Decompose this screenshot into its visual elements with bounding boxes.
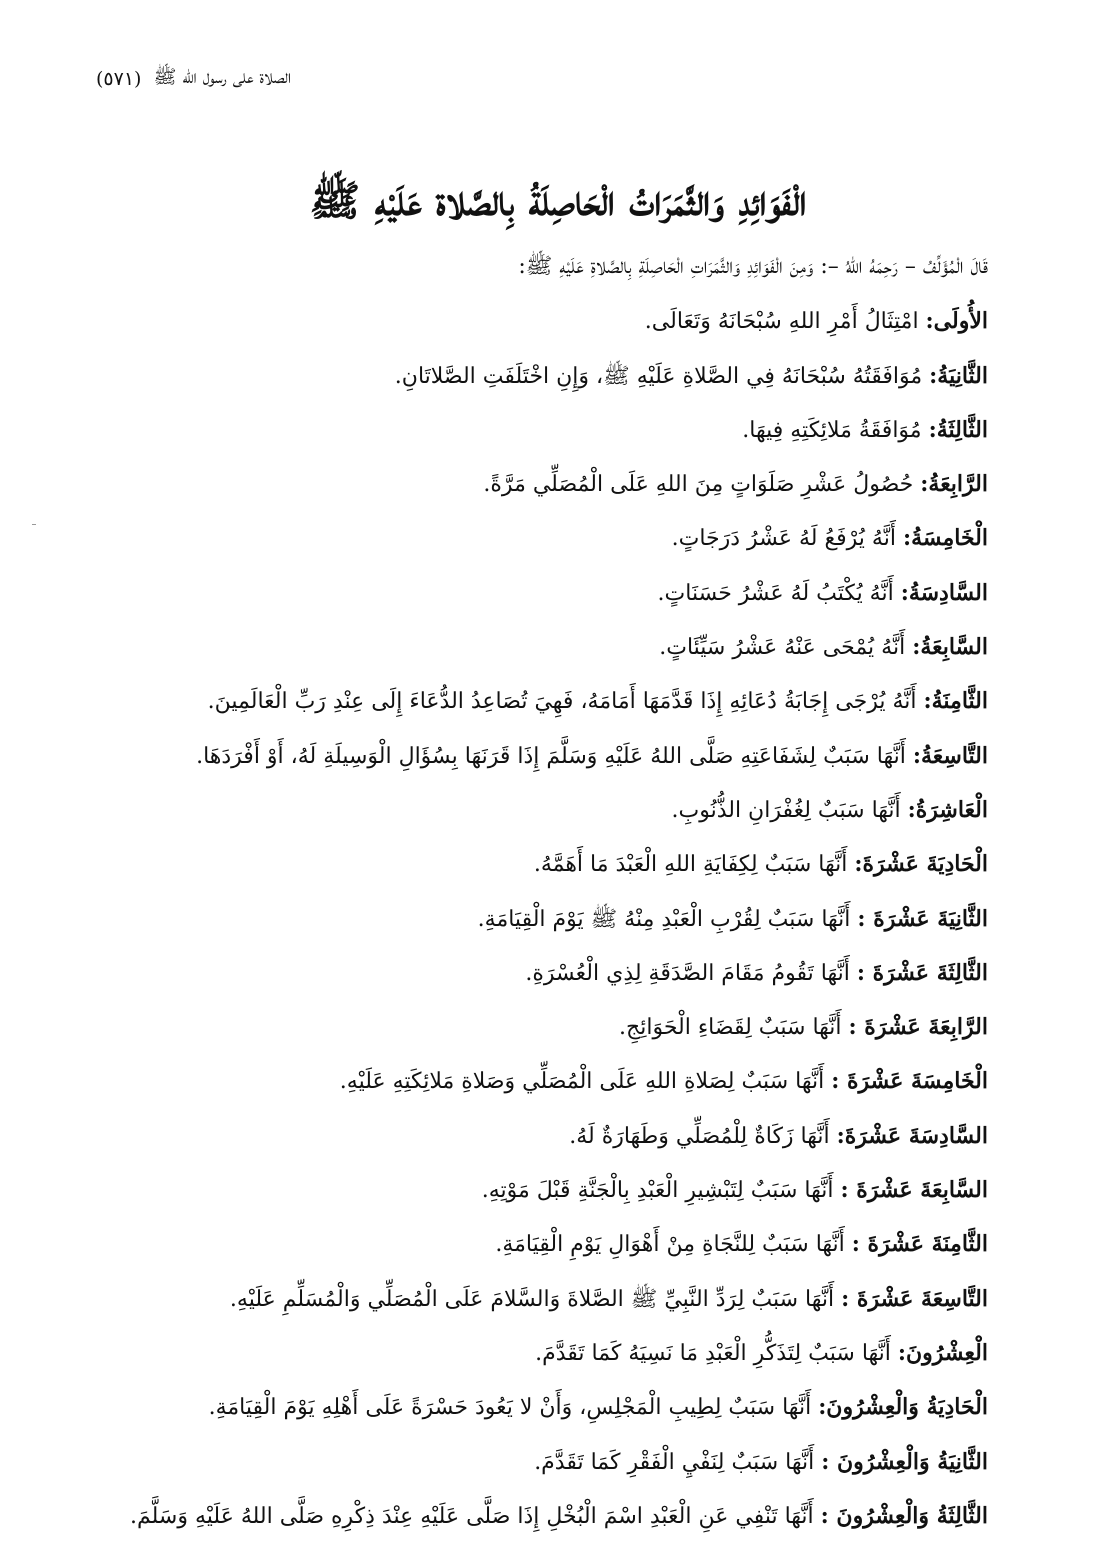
item-text: أَنَّهَا تَقُومُ مَقَامَ الصَّدَقَةِ لِذِي الْعُسْرَةِ. [525, 960, 857, 986]
item-text: أَنَّهُ يُرْجَى إِجَابَةُ دُعَائِهِ إِذَا قَدَّمَهَا أَمَامَهُ، فَهِيَ تُصَاعِدُ الدُّعَاءَ إِلَى عِنْدِ رَبِّ الْعَالَمِينَ. [207, 689, 924, 715]
list-item [100, 729, 988, 783]
list-item [100, 837, 988, 891]
item-label: السَّادِسَةَ عَشْرَةَ: [836, 1122, 988, 1149]
list-item [100, 1326, 988, 1380]
list-item [100, 892, 988, 946]
item-label: السَّادِسَةُ: [900, 579, 988, 606]
list-item [100, 403, 988, 457]
item-label: الثَّامِنَةُ: [923, 688, 988, 715]
item-text: أَنَّهَا سَبَبٌ لِلنَّجَاةِ مِنْ أَهْوَالِ يَوْمِ الْقِيَامَةِ. [495, 1232, 852, 1258]
list-item [100, 1217, 988, 1271]
item-text: أَنَّهَا سَبَبٌ لِرَدِّ النَّبِيِّ ﷺ الصَّلاةَ وَالسَّلامَ عَلَى الْمُصَلِّي وَالْمُسَلِّمِ عَلَيْهِ. [229, 1286, 842, 1312]
item-text: مُوَافَقَةُ مَلائِكَتِهِ فِيهَا. [742, 417, 929, 443]
item-label: الثَّامِنَةَ عَشْرَةَ : [851, 1231, 988, 1258]
list-item [100, 946, 988, 1000]
item-text: أَنَّهَا زَكَاةٌ لِلْمُصَلِّي وَطَهَارَةٌ لَهُ. [569, 1123, 837, 1149]
item-label: الْعَاشِرَةُ: [907, 796, 988, 823]
item-text: أَنَّهَا سَبَبٌ لِصَلاةِ اللهِ عَلَى الْمُصَلِّي وَصَلاةِ مَلائِكَتِهِ عَلَيْهِ. [339, 1069, 832, 1095]
item-text: أَنَّهُ يُرْفَعُ لَهُ عَشْرُ دَرَجَاتٍ. [671, 526, 903, 552]
page-number: (٥٧١) [96, 68, 142, 90]
list-item [100, 1000, 988, 1054]
list-item [100, 1272, 988, 1326]
item-text: أَنَّهَا سَبَبٌ لِطِيبِ الْمَجْلِسِ، وَأَنْ لا يَعُودَ حَسْرَةً عَلَى أَهْلِهِ يَوْمَ الْقِيَامَةِ. [208, 1395, 819, 1421]
item-label: الأُولَى: [925, 308, 988, 335]
item-label: الثَّانِيَةُ: [929, 362, 988, 389]
running-title: الصلاة على رسول الله ﷺ [153, 66, 292, 88]
item-label: الثَّانِيَةُ وَالْعِشْرُونَ : [821, 1448, 988, 1475]
item-label: الْعِشْرُونَ: [897, 1339, 988, 1366]
item-label: التَّاسِعَةُ: [912, 742, 988, 769]
item-text: أَنَّهَا سَبَبٌ لِكِفَايَةِ اللهِ الْعَبْدَ مَا أَهَمَّهُ. [533, 852, 855, 878]
list-item [100, 1435, 988, 1489]
list-item [100, 620, 988, 674]
item-text: أَنَّهَا سَبَبٌ لِغُفْرَانِ الذُّنُوبِ. [671, 797, 908, 823]
item-label: التَّاسِعَةَ عَشْرَةَ : [841, 1285, 988, 1312]
intro-paragraph: قَالَ الْمُؤَلِّفُ – رَحِمَهُ اللهُ –: وَمِنَ الْفَوَائِدِ وَالثَّمَرَاتِ الْحَاصِلَةِ بِالصَّلاةِ عَلَيْهِ ﷺ: [518, 254, 988, 279]
item-label: الثَّانِيَةَ عَشْرَةَ : [857, 905, 988, 932]
item-text: أَنَّهُ يُمْحَى عَنْهُ عَشْرُ سَيِّئَاتٍ. [659, 635, 913, 661]
item-label: الْحَادِيَةَ عَشْرَةَ: [854, 851, 988, 878]
item-text: أَنَّهَا سَبَبٌ لِنَفْيِ الْفَقْرِ كَمَا تَقَدَّمَ. [534, 1449, 822, 1475]
list-item [100, 294, 988, 348]
margin-mark [32, 524, 36, 525]
item-label: الْخَامِسَةَ عَشْرَةَ : [831, 1068, 988, 1095]
item-label: الثَّالِثَةَ عَشْرَةَ : [856, 959, 988, 986]
item-text: أَنَّهَا سَبَبٌ لِتَبْشِيرِ الْعَبْدِ بِالْجَنَّةِ قَبْلَ مَوْتِهِ. [481, 1178, 841, 1204]
item-label: الرَّابِعَةُ: [920, 471, 988, 498]
item-label: الْحَادِيَةُ وَالْعِشْرُونَ: [818, 1394, 988, 1421]
list-item [100, 457, 988, 511]
list-item [100, 1054, 988, 1108]
benefits-list [100, 294, 988, 1543]
item-label: الْخَامِسَةُ: [902, 525, 988, 552]
running-header [60, 62, 1056, 96]
list-item [100, 566, 988, 620]
item-text: أَنَّهَا سَبَبٌ لِتَذَكُّرِ الْعَبْدِ مَا نَسِيَهُ كَمَا تَقَدَّمَ. [535, 1340, 898, 1366]
item-label: الثَّالِثَةُ وَالْعِشْرُونَ : [820, 1502, 988, 1529]
item-text: أَنَّهَا سَبَبٌ لِقَضَاءِ الْحَوَائِجِ. [619, 1015, 849, 1041]
list-item [100, 783, 988, 837]
item-label: السَّابِعَةُ: [912, 634, 988, 661]
list-item [100, 1489, 988, 1543]
list-item [100, 1109, 988, 1163]
item-text: حُصُولُ عَشْرِ صَلَوَاتٍ مِنَ اللهِ عَلَى الْمُصَلِّي مَرَّةً. [483, 472, 921, 498]
list-item [100, 1380, 988, 1434]
list-item [100, 349, 988, 403]
list-item [100, 1163, 988, 1217]
page-title: الْفَوَائِدِ وَالثَّمَرَاتُ الْحَاصِلَةُ بِالصَّلاة عَلَيْهِ ﷺ [309, 176, 807, 226]
item-text: أَنَّهَا سَبَبٌ لِشَفَاعَتِهِ صَلَّى اللهُ عَلَيْهِ وَسَلَّمَ إِذَا قَرَنَهَا بِسُؤَالِ الْوَسِيلَةِ لَهُ، أَوْ أَفْرَدَهَا. [196, 743, 913, 769]
item-label: الثَّالِثَةُ: [928, 416, 988, 443]
item-text: مُوَافَقَتُهُ سُبْحَانَهُ فِي الصَّلاةِ عَلَيْهِ ﷺ، وَإِنِ اخْتَلَفَتِ الصَّلاتَانِ. [394, 363, 930, 389]
item-text: أَنَّهُ يُكْتَبُ لَهُ عَشْرُ حَسَنَاتٍ. [657, 580, 901, 606]
list-item [100, 674, 988, 728]
item-label: السَّابِعَةَ عَشْرَةَ : [840, 1177, 988, 1204]
list-item [100, 511, 988, 565]
main-content [100, 240, 988, 1543]
item-text: أَنَّهَا تَنْفِي عَنِ الْعَبْدِ اسْمَ الْبُخْلِ إِذَا صَلَّى عَلَيْهِ عِنْدَ ذِكْرِهِ صَلَّى اللهُ عَلَيْهِ وَسَلَّمَ. [130, 1503, 821, 1529]
item-text: أَنَّهَا سَبَبٌ لِقُرْبِ الْعَبْدِ مِنْهُ ﷺ يَوْمَ الْقِيَامَةِ. [477, 906, 858, 932]
item-text: امْتِثَالُ أَمْرِ اللهِ سُبْحَانَهُ وَتَعَالَى. [644, 309, 926, 335]
item-label: الرَّابِعَةَ عَشْرَةَ : [848, 1014, 988, 1041]
